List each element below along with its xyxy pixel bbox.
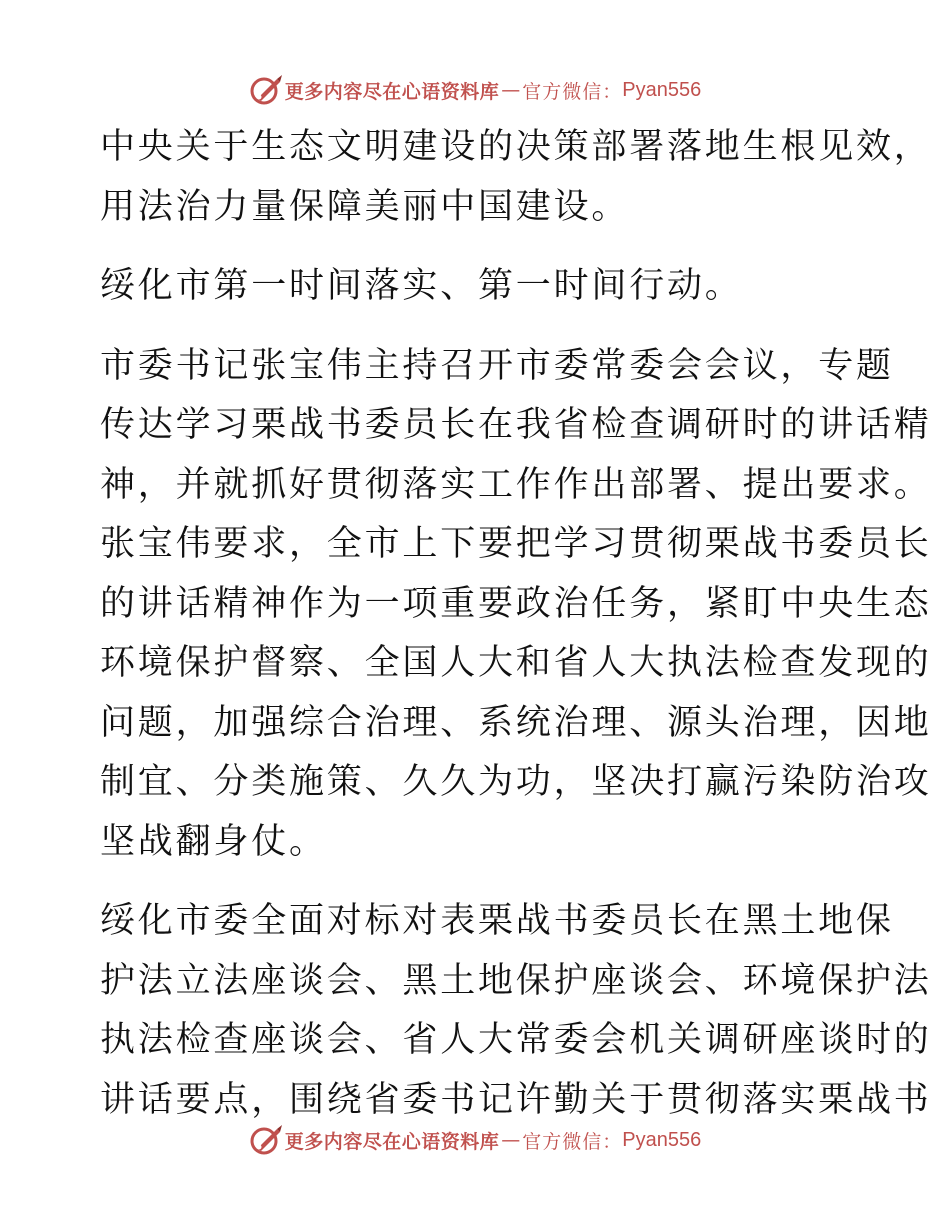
quill-logo-icon xyxy=(249,1123,283,1157)
text-line: 制宜、分类施策、久久为功，坚决打赢污染防治攻 xyxy=(100,762,932,802)
text-line: 环境保护督察、全国人大和省人大执法检查发现的 xyxy=(100,643,932,683)
text-line: 神，并就抓好贯彻落实工作作出部署、提出要求。 xyxy=(100,464,932,505)
watermark-brand: 更多内容尽在心语资料库 xyxy=(284,1130,500,1153)
watermark-wechat-id: Pyan556 xyxy=(622,78,702,101)
text-line: 的讲话精神作为一项重要政治任务，紧盯中央生态 xyxy=(100,583,932,624)
watermark-separator: — xyxy=(501,79,521,101)
header-watermark xyxy=(0,72,950,108)
text-line: 问题，加强综合治理、系统治理、源头治理，因地 xyxy=(100,702,932,743)
watermark-wechat-label: 官方微信： xyxy=(522,1130,623,1153)
watermark-separator: — xyxy=(501,1129,521,1151)
paragraph xyxy=(100,257,850,317)
watermark-wechat-label: 官方微信： xyxy=(522,80,623,103)
text-line: 讲话要点，围绕省委书记许勤关于贯彻落实栗战书 xyxy=(100,1079,932,1120)
watermark-brand: 更多内容尽在心语资料库 xyxy=(284,80,500,103)
paragraph xyxy=(100,118,932,237)
text-line: 用法治力量保障美丽中国建设。 xyxy=(100,186,630,227)
text-line: 绥化市委全面对标对表栗战书委员长在黑土地保 xyxy=(100,901,894,941)
text-line: 坚战翻身仗。 xyxy=(100,821,327,862)
text-line: 传达学习栗战书委员长在我省检查调研时的讲话精 xyxy=(100,405,932,445)
text-line: 中央关于生态文明建设的决策部署落地生根见效， xyxy=(100,127,932,167)
text-line: 执法检查座谈会、省人大常委会机关调研座谈时的 xyxy=(100,1020,932,1060)
paragraph xyxy=(100,892,932,1130)
document-body xyxy=(100,118,932,1150)
paragraph xyxy=(100,337,932,873)
text-line: 绥化市第一时间落实、第一时间行动。 xyxy=(100,266,743,306)
quill-logo-icon xyxy=(249,73,283,107)
text-line: 市委书记张宝伟主持召开市委常委会会议，专题 xyxy=(100,345,894,386)
text-line: 护法立法座谈会、黑土地保护座谈会、环境保护法 xyxy=(100,960,932,1001)
footer-watermark xyxy=(0,1122,950,1158)
text-line: 张宝伟要求，全市上下要把学习贯彻栗战书委员长 xyxy=(100,524,932,564)
watermark-wechat-id: Pyan556 xyxy=(622,1128,702,1151)
